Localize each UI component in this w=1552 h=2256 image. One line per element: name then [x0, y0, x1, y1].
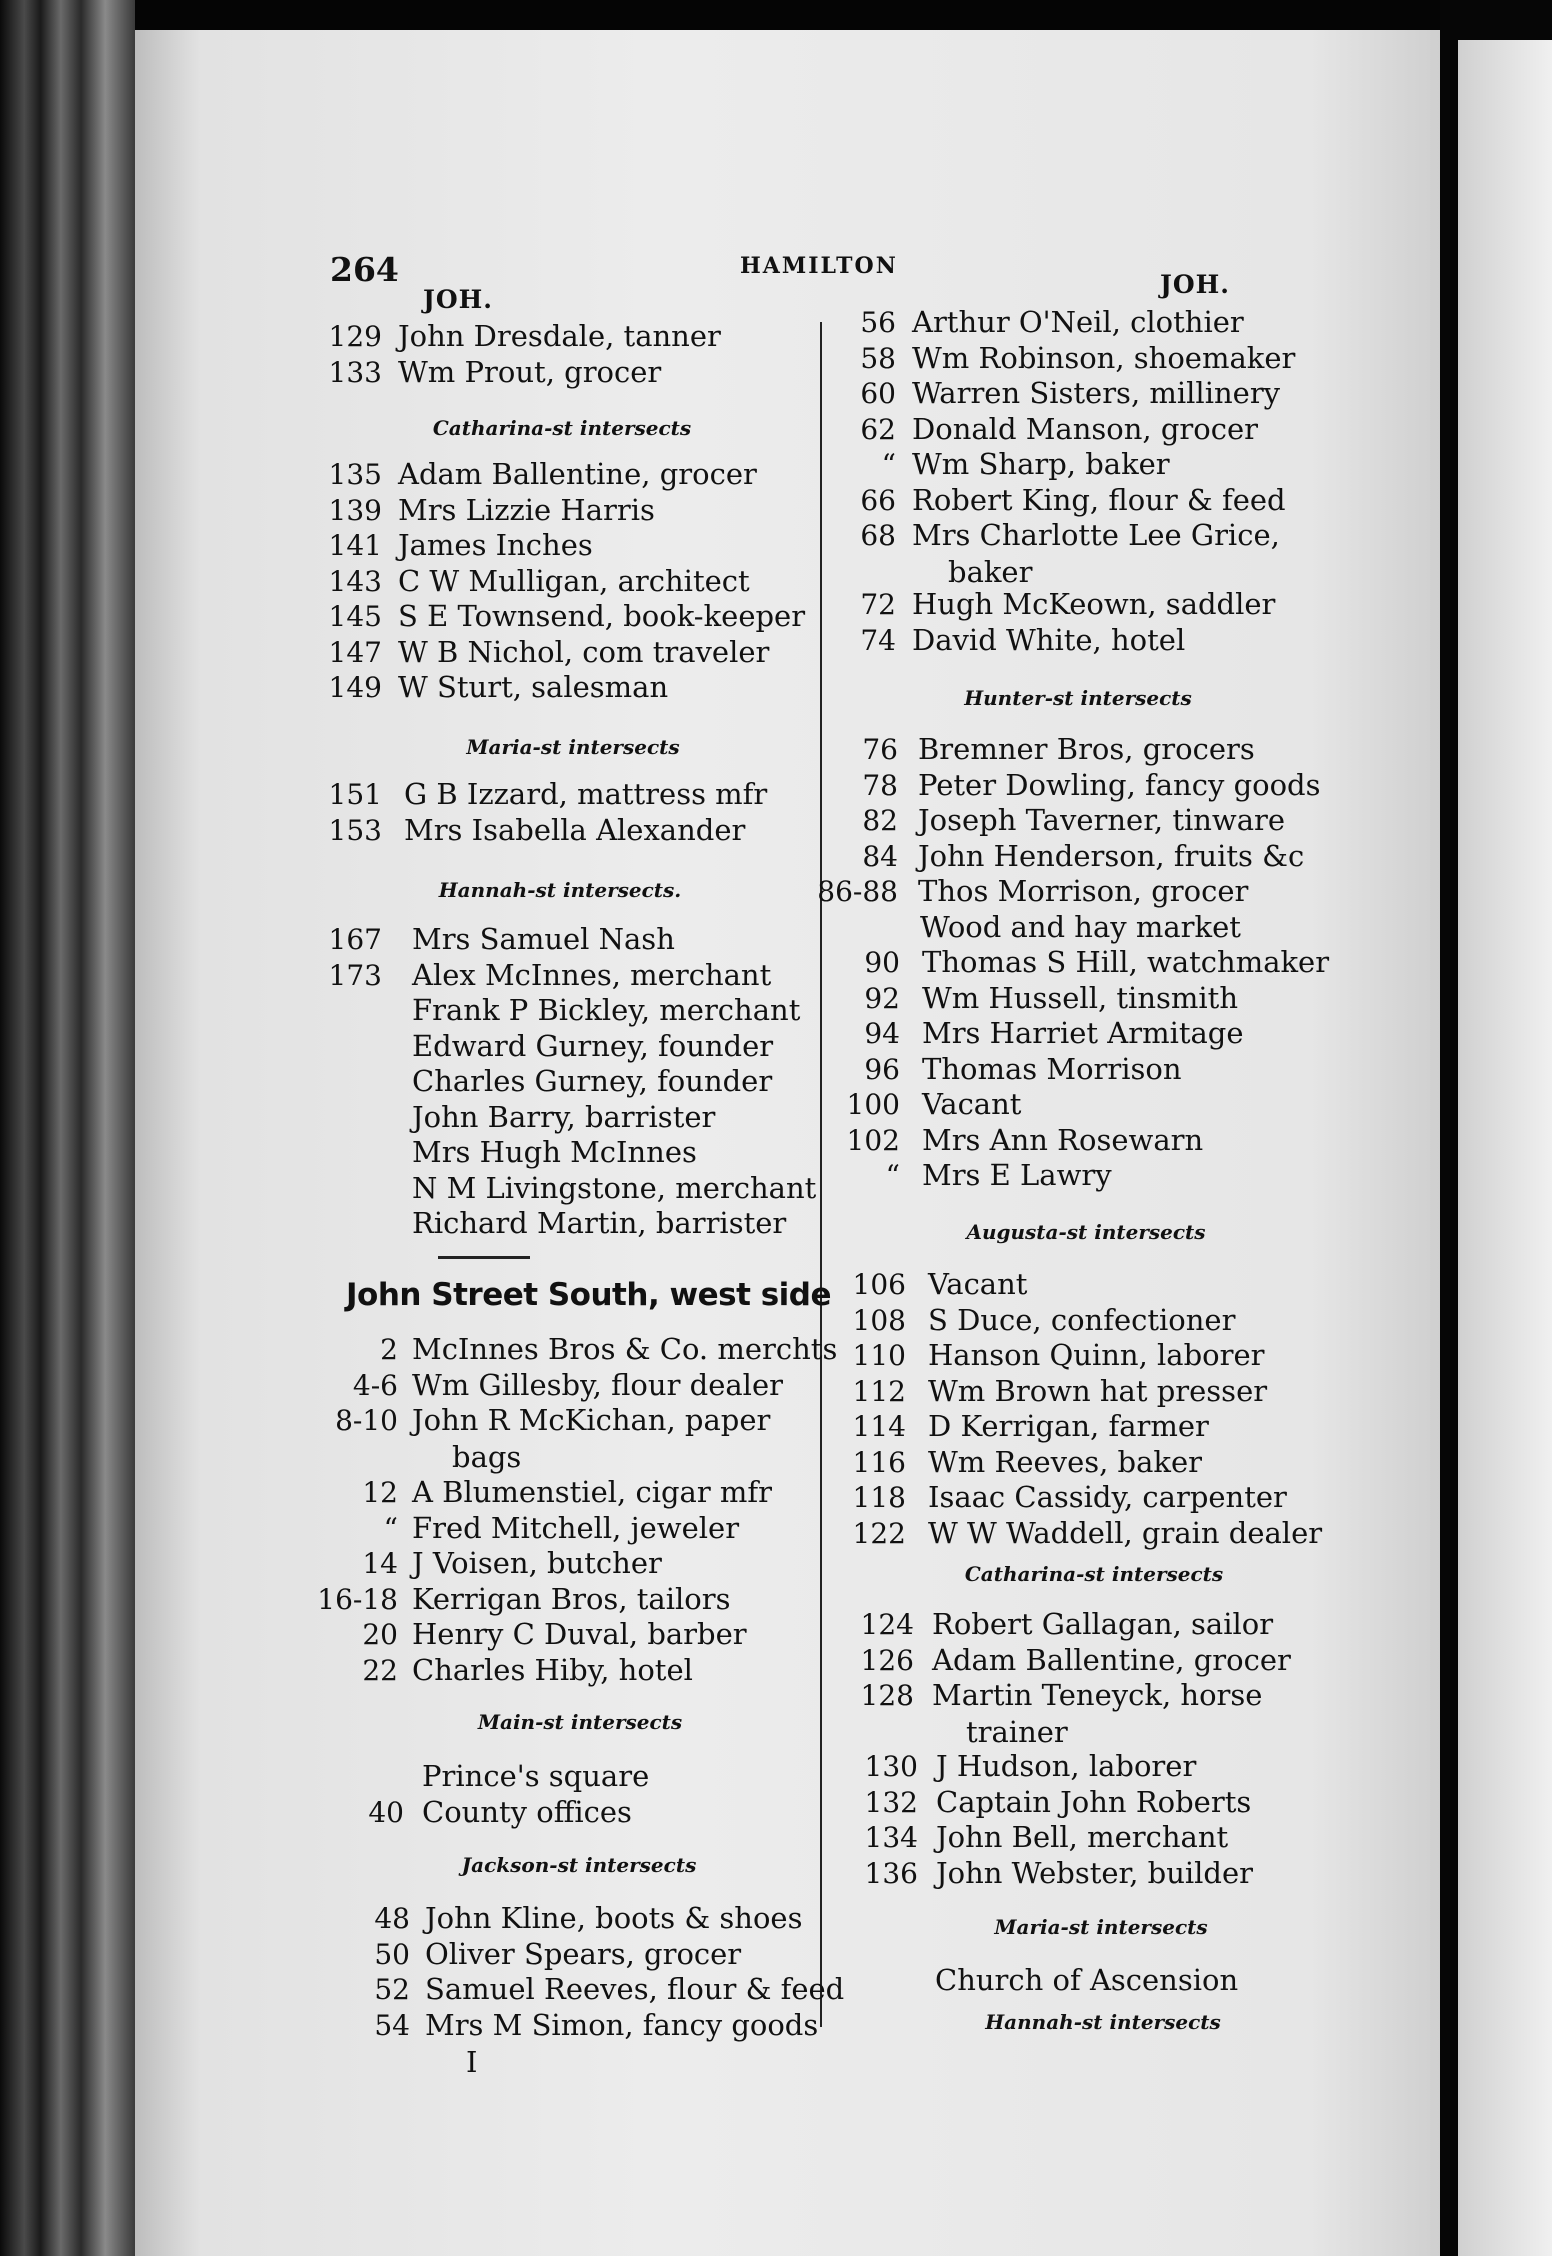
- occupant-name: John Henderson, fruits &c: [918, 838, 1305, 873]
- street-number: 130: [864, 1750, 918, 1783]
- directory-entry: [815, 945, 1330, 979]
- street-number: 68: [860, 519, 896, 552]
- street-number: 54: [374, 2008, 410, 2042]
- occupant-name: Alex McInnes, merchant: [412, 957, 772, 992]
- directory-entry: [811, 447, 1170, 481]
- occupant-name: G B Izzard, mattress mfr: [404, 777, 768, 811]
- directory-entry: [313, 1617, 747, 1651]
- next-page-edge: [1458, 40, 1552, 2256]
- occupant-name: W Sturt, salesman: [398, 670, 669, 704]
- book-binding: [0, 0, 135, 2256]
- street-number: 90: [864, 946, 900, 979]
- occupant-name: Vacant: [922, 1087, 1022, 1121]
- directory-entry: [833, 1820, 1229, 1854]
- directory-entry: [297, 599, 806, 633]
- occupant-name: Thos Morrison, grocer: [918, 874, 1249, 908]
- directory-entry: [811, 411, 1259, 446]
- street-number: 82: [862, 804, 898, 837]
- street-number: 122: [852, 1516, 906, 1550]
- occupant-name: Isaac Cassidy, carpenter: [928, 1480, 1287, 1514]
- street-number: 141: [328, 529, 382, 562]
- occupant-name: Frank P Bickley, merchant: [412, 993, 801, 1027]
- occupant-name: Arthur O'Neil, clothier: [912, 305, 1244, 339]
- street-number: 134: [864, 1821, 918, 1854]
- occupant-name: John Kline, boots & shoes: [425, 1901, 803, 1935]
- directory-entry: [811, 340, 1296, 375]
- street-number: 52: [374, 1973, 410, 2006]
- directory-entry: [297, 492, 655, 527]
- occupant-name: Mrs M Simon, fancy goods: [425, 2007, 819, 2042]
- street-number: 22: [362, 1653, 398, 1687]
- directory-entry: [297, 1206, 787, 1240]
- occupant-name: Mrs Ann Rosewarn: [922, 1122, 1204, 1157]
- street-number: 16-18: [317, 1582, 398, 1616]
- directory-entry: [811, 587, 1276, 621]
- directory-entry: [297, 957, 772, 992]
- directory-entry: [811, 518, 1280, 552]
- occupant-name: C W Mulligan, architect: [398, 563, 750, 598]
- occupant-name: S Duce, confectioner: [928, 1302, 1236, 1337]
- directory-entry: [297, 354, 662, 389]
- occupant-name: Charles Gurney, founder: [412, 1064, 773, 1098]
- directory-entry: [313, 1581, 731, 1616]
- occupant-name: John Webster, builder: [936, 1855, 1254, 1890]
- street-number: 116: [852, 1445, 906, 1479]
- occupant-name: Wm Robinson, shoemaker: [912, 340, 1296, 375]
- directory-entry: [325, 1901, 803, 1935]
- entry-continuation: baker: [948, 555, 1033, 589]
- occupant-name: Samuel Reeves, flour & feed: [425, 1972, 845, 2006]
- occupant-name: McInnes Bros & Co. merchts: [412, 1332, 838, 1366]
- occupant-name: Wm Hussell, tinsmith: [922, 980, 1238, 1015]
- directory-entry: [833, 1784, 1252, 1819]
- entry-continuation: Wood and hay market: [920, 910, 1241, 944]
- section-rule: [438, 1256, 530, 1259]
- street-number: 128: [860, 1679, 914, 1712]
- occupant-name: Robert Gallagan, sailor: [932, 1607, 1274, 1641]
- directory-entry: [829, 1607, 1274, 1641]
- directory-entry: [313, 1475, 772, 1509]
- occupant-name: David White, hotel: [912, 622, 1186, 657]
- occupant-name: Mrs E Lawry: [922, 1158, 1112, 1192]
- occupant-name: J Hudson, laborer: [936, 1749, 1197, 1783]
- occupant-name: Warren Sisters, millinery: [912, 376, 1281, 410]
- street-number: 129: [328, 320, 382, 353]
- directory-entry: [821, 1480, 1287, 1514]
- occupant-name: Fred Mitchell, jeweler: [412, 1510, 740, 1545]
- street-number: 114: [852, 1410, 906, 1443]
- section-heading: John Street South, west side: [346, 1277, 832, 1313]
- street-number: 40: [368, 1795, 404, 1829]
- directory-entry: [821, 1373, 1268, 1408]
- intersects-note: Hunter-st intersects: [964, 686, 1192, 710]
- directory-entry: [821, 1302, 1236, 1337]
- occupant-name: Thomas S Hill, watchmaker: [922, 945, 1330, 979]
- street-number: 135: [328, 458, 382, 491]
- directory-entry: [297, 777, 768, 811]
- street-number: 118: [852, 1481, 906, 1514]
- directory-entry: [313, 1403, 771, 1437]
- occupant-name: Richard Martin, barrister: [412, 1206, 787, 1240]
- directory-entry: [813, 874, 1249, 908]
- occupant-name: Edward Gurney, founder: [412, 1028, 774, 1063]
- street-number: 74: [860, 623, 896, 657]
- directory-entry: [325, 2007, 819, 2042]
- directory-entry: [319, 1794, 632, 1829]
- directory-entry: [815, 1122, 1204, 1157]
- street-number: 147: [328, 635, 382, 669]
- occupant-name: W B Nichol, com traveler: [398, 634, 770, 669]
- directory-entry: [297, 563, 750, 598]
- directory-entry: [297, 1099, 716, 1134]
- street-number: 132: [864, 1785, 918, 1819]
- occupant-name: Oliver Spears, grocer: [425, 1936, 742, 1971]
- street-number: 136: [864, 1856, 918, 1890]
- occupant-name: Prince's square: [422, 1759, 650, 1793]
- street-number: 145: [328, 600, 382, 633]
- street-number: 14: [362, 1547, 398, 1580]
- street-number: 94: [864, 1017, 900, 1050]
- occupant-name: John Dresdale, tanner: [398, 319, 721, 353]
- street-number: 12: [362, 1476, 398, 1509]
- street-number: 20: [362, 1618, 398, 1651]
- street-number: 110: [852, 1339, 906, 1372]
- street-number: 133: [328, 355, 382, 389]
- occupant-name: Robert King, flour & feed: [912, 482, 1286, 517]
- directory-entry: [297, 922, 675, 956]
- occupant-name: Adam Ballentine, grocer: [398, 457, 757, 491]
- occupant-name: County offices: [422, 1794, 632, 1829]
- street-number: 76: [862, 733, 898, 766]
- directory-entry: [815, 1158, 1112, 1192]
- directory-entry: [297, 528, 593, 562]
- intersects-note: Hannah-st intersects.: [438, 878, 682, 902]
- occupant-name: Martin Teneyck, horse: [932, 1678, 1263, 1712]
- street-number: 56: [860, 306, 896, 339]
- occupant-name: Adam Ballentine, grocer: [932, 1642, 1291, 1677]
- street-number: 48: [374, 1902, 410, 1935]
- street-number: 143: [328, 564, 382, 598]
- occupant-name: Mrs Samuel Nash: [412, 922, 675, 956]
- directory-entry: [297, 319, 721, 353]
- occupant-name: A Blumenstiel, cigar mfr: [412, 1475, 772, 1509]
- occupant-name: Thomas Morrison: [922, 1051, 1182, 1086]
- street-number: 106: [852, 1268, 906, 1301]
- directory-entry: [325, 1936, 742, 1971]
- occupant-name: W W Waddell, grain dealer: [928, 1515, 1323, 1550]
- directory-entry: [297, 634, 770, 669]
- street-number: 153: [328, 813, 382, 847]
- intersects-note: Catharina-st intersects: [964, 1562, 1224, 1586]
- directory-entry: [821, 1444, 1202, 1479]
- directory-entry: [325, 1972, 845, 2006]
- street-number: “: [885, 1159, 900, 1192]
- street-number: 50: [374, 1937, 410, 1971]
- directory-entry: [313, 1546, 662, 1580]
- church-name: Church of Ascension: [935, 1963, 1239, 1997]
- street-number: 58: [860, 341, 896, 375]
- directory-entry: [297, 457, 757, 491]
- directory-entry: [813, 767, 1321, 802]
- occupant-name: Bremner Bros, grocers: [918, 732, 1255, 766]
- directory-entry: [815, 1051, 1182, 1086]
- directory-entry: [821, 1338, 1265, 1372]
- street-number: 86-88: [817, 875, 898, 908]
- directory-entry: [811, 376, 1281, 410]
- street-number: 149: [328, 671, 382, 704]
- street-number: 66: [860, 483, 896, 517]
- street-number: “: [881, 448, 896, 481]
- street-number: 62: [860, 412, 896, 446]
- intersects-note: Catharina-st intersects: [432, 416, 692, 440]
- occupant-name: N M Livingstone, merchant: [412, 1170, 817, 1205]
- directory-entry: [821, 1515, 1323, 1550]
- occupant-name: Wm Sharp, baker: [912, 447, 1170, 481]
- street-number: 92: [864, 981, 900, 1015]
- directory-entry: [813, 838, 1305, 873]
- occupant-name: Captain John Roberts: [936, 1784, 1252, 1819]
- occupant-name: Wm Reeves, baker: [928, 1444, 1202, 1479]
- occupant-name: Peter Dowling, fancy goods: [918, 767, 1321, 802]
- intersects-note: Maria-st intersects: [466, 735, 680, 759]
- directory-entry: [297, 1170, 817, 1205]
- intersects-note: Jackson-st intersects: [461, 1853, 697, 1877]
- occupant-name: John R McKichan, paper: [412, 1403, 771, 1437]
- directory-entry: [815, 1087, 1022, 1121]
- guide-word-left: JOH.: [423, 285, 493, 314]
- occupant-name: Donald Manson, grocer: [912, 411, 1259, 446]
- street-number: 2: [380, 1333, 398, 1366]
- directory-entry: [313, 1367, 783, 1402]
- entry-continuation: trainer: [966, 1715, 1068, 1749]
- street-number: 151: [328, 778, 382, 811]
- occupant-name: Vacant: [928, 1267, 1028, 1301]
- occupant-name: John Barry, barrister: [412, 1099, 716, 1134]
- street-number: 126: [860, 1643, 914, 1677]
- occupant-name: Mrs Isabella Alexander: [404, 812, 746, 847]
- intersects-note: Augusta-st intersects: [966, 1220, 1206, 1244]
- street-number: 78: [862, 768, 898, 802]
- street-number: 96: [864, 1052, 900, 1086]
- street-number: “: [383, 1511, 398, 1545]
- directory-entry: [297, 1028, 774, 1063]
- directory-entry: [297, 993, 801, 1027]
- signature-mark: I: [466, 2045, 478, 2079]
- street-number: 84: [862, 839, 898, 873]
- directory-entry: [811, 622, 1186, 657]
- occupant-name: Hugh McKeown, saddler: [912, 587, 1276, 621]
- directory-entry: [313, 1652, 693, 1687]
- directory-entry: [297, 1135, 697, 1169]
- occupant-name: D Kerrigan, farmer: [928, 1409, 1209, 1443]
- occupant-name: Mrs Charlotte Lee Grice,: [912, 518, 1280, 552]
- directory-entry: [313, 1332, 838, 1366]
- street-number: 60: [860, 377, 896, 410]
- occupant-name: Kerrigan Bros, tailors: [412, 1581, 731, 1616]
- directory-entry: [813, 803, 1286, 837]
- occupant-name: Wm Gillesby, flour dealer: [412, 1367, 783, 1402]
- occupant-name: Charles Hiby, hotel: [412, 1652, 693, 1687]
- directory-entry: [821, 1409, 1209, 1443]
- running-head: HAMILTON: [740, 253, 898, 279]
- street-number: 139: [328, 493, 382, 527]
- street-number: 173: [328, 958, 382, 992]
- street-number: 102: [846, 1123, 900, 1157]
- occupant-name: J Voisen, butcher: [412, 1546, 662, 1580]
- occupant-name: Mrs Lizzie Harris: [398, 492, 655, 527]
- directory-entry: [297, 670, 669, 704]
- street-number: 72: [860, 588, 896, 621]
- directory-entry: [829, 1678, 1263, 1712]
- directory-entry: [829, 1642, 1291, 1677]
- directory-entry: [811, 305, 1244, 339]
- directory-entry: [319, 1759, 650, 1793]
- street-number: 100: [846, 1088, 900, 1121]
- occupant-name: Joseph Taverner, tinware: [918, 803, 1286, 837]
- intersects-note: Hannah-st intersects: [985, 2010, 1221, 2034]
- occupant-name: John Bell, merchant: [936, 1820, 1229, 1854]
- directory-entry: [815, 1016, 1244, 1050]
- occupant-name: Hanson Quinn, laborer: [928, 1338, 1265, 1372]
- street-number: 112: [852, 1374, 906, 1408]
- intersects-note: Maria-st intersects: [994, 1915, 1208, 1939]
- occupant-name: Wm Prout, grocer: [398, 354, 662, 389]
- occupant-name: Mrs Hugh McInnes: [412, 1135, 697, 1169]
- directory-entry: [833, 1855, 1254, 1890]
- occupant-name: Mrs Harriet Armitage: [922, 1016, 1244, 1050]
- directory-entry: [815, 980, 1238, 1015]
- intersects-note: Main-st intersects: [477, 1710, 683, 1734]
- street-number: 167: [328, 923, 382, 956]
- directory-entry: [833, 1749, 1197, 1783]
- street-number: 108: [852, 1303, 906, 1337]
- directory-entry: [297, 1064, 773, 1098]
- directory-entry: [313, 1510, 740, 1545]
- occupant-name: S E Townsend, book-keeper: [398, 599, 806, 633]
- directory-entry: [813, 732, 1255, 766]
- street-number: 8-10: [335, 1404, 398, 1437]
- guide-word-right: JOH.: [1160, 270, 1230, 299]
- occupant-name: Wm Brown hat presser: [928, 1373, 1268, 1408]
- page-number: 264: [330, 250, 399, 289]
- occupant-name: James Inches: [398, 528, 593, 562]
- directory-entry: [821, 1267, 1028, 1301]
- street-number: 124: [860, 1608, 914, 1641]
- directory-entry: [811, 482, 1286, 517]
- occupant-name: Henry C Duval, barber: [412, 1617, 747, 1651]
- street-number: 4-6: [352, 1368, 398, 1402]
- entry-continuation: bags: [452, 1440, 522, 1474]
- directory-entry: [297, 812, 746, 847]
